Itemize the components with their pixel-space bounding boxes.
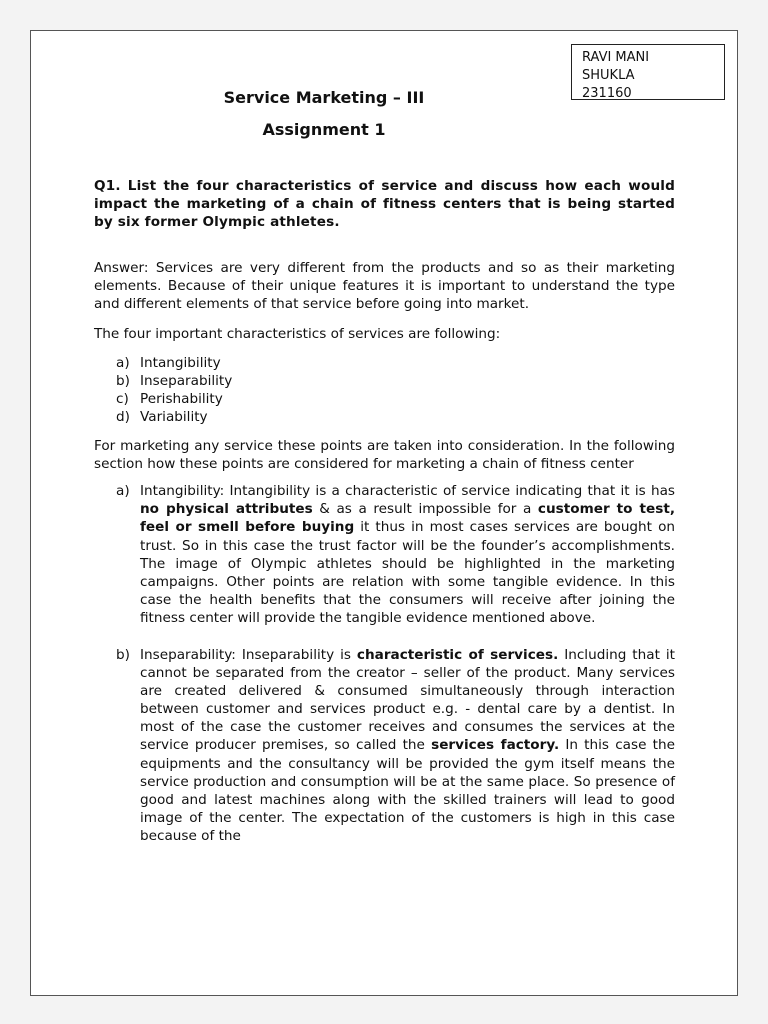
characteristics-list <box>94 354 675 426</box>
document-body <box>94 177 675 845</box>
list-item: d) Variability <box>116 408 208 425</box>
student-name-line2: SHUKLA <box>582 68 635 83</box>
characteristics-intro: The four important characteristics of services are following: <box>94 325 501 342</box>
student-id: 231160 <box>582 86 632 101</box>
document-subtitle: Assignment 1 <box>262 120 386 139</box>
list-item: b) Inseparability <box>116 372 233 389</box>
student-name-line1: RAVI MANI <box>582 50 650 65</box>
list-item: c) Perishability <box>116 390 223 407</box>
document-title: Service Marketing – III <box>223 88 425 107</box>
detail-item-inseparability: b) Inseparability: Inseparability is characteristic of services. Including that it cannot be separated from the creator – seller of the product. Many services are created delivered & consumed simultaneously through interaction between customer and services product e.g. - dental care by a dentist. In most of the case the customer receives and consumes the services at the service producer premises, so called the services factory. In this case the equipments and the consultancy will be provided the gym itself means the service production and consumption will be at the same place. So presence of good and latest machines along with the skilled trainers will lead to good image of the center. The expectation of the customers is high in this case because of the <box>116 646 675 844</box>
question-text: Q1. List the four characteristics of service and discuss how each would impact the marketing of a chain of fitness centers that is being started by six former Olympic athletes. <box>94 178 675 231</box>
details-list <box>94 482 675 845</box>
detail-item-intangibility: a) Intangibility: Intangibility is a characteristic of service indicating that it is has no physical attributes & as a result impossible for a customer to test, feel or smell before buying it thus in most cases services are bought on trust. So in this case the trust factor will be the founder’s accomplishments. The image of Olympic athletes should be highlighted in the marketing campaigns. Other points are relation with some tangible evidence. In this case the health benefits that the consumers will receive after joining the fitness center will provide the tangible evidence mentioned above. <box>116 483 675 626</box>
list-item: a) Intangibility <box>116 354 221 371</box>
answer-intro: Answer: Services are very different from the products and so as their marketing elements. Because of their unique features it is important to understand the type and different elements of that service before going into market. <box>94 260 675 313</box>
marketing-intro: For marketing any service these points are taken into consideration. In the following section how these points are considered for marketing a chain of fitness center <box>94 438 675 473</box>
document-page <box>30 30 738 996</box>
